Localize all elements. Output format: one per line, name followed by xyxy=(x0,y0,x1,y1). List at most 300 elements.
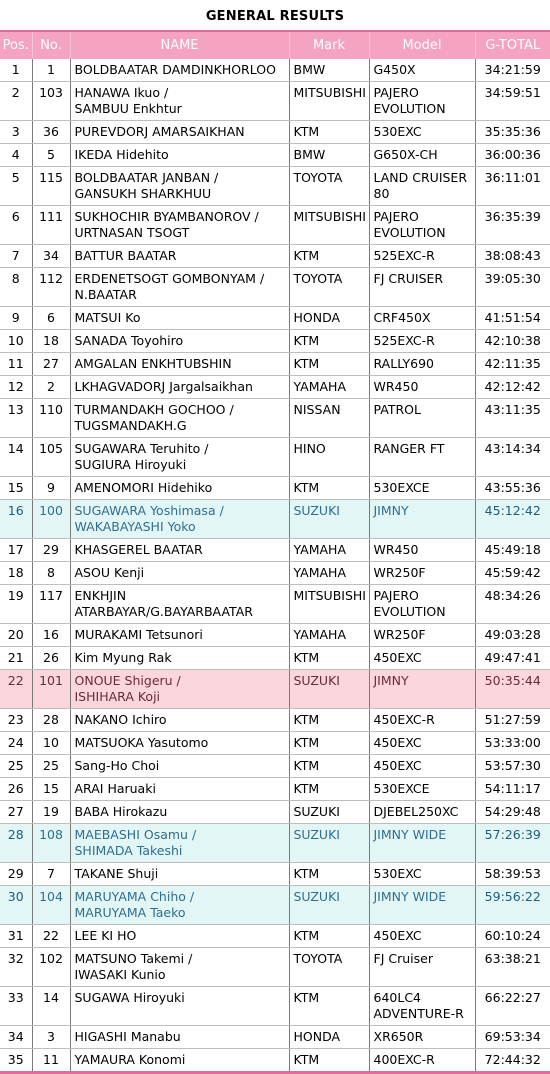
mark-cell-line: TOYOTA xyxy=(293,271,343,286)
number-cell: 110 xyxy=(32,399,70,438)
model-cell-line: RALLY690 xyxy=(373,356,434,371)
name-cell-line: MATSUNO Takemi / xyxy=(74,951,193,966)
pos-cell: 16 xyxy=(0,500,32,539)
name-cell-line: GANSUKH SHARKHUU xyxy=(74,186,212,201)
number-cell: 25 xyxy=(32,755,70,778)
number-cell: 34 xyxy=(32,245,70,268)
model-cell-line: 450EXC xyxy=(373,650,422,665)
number-cell: 36 xyxy=(32,121,70,144)
table-row xyxy=(0,477,550,500)
name-cell-line: BABA Hirokazu xyxy=(74,804,168,819)
table-row xyxy=(0,778,550,801)
name-cell-line: MATSUOKA Yasutomo xyxy=(74,735,209,750)
name-cell-line: HIGASHI Manabu xyxy=(74,1029,181,1044)
name-cell xyxy=(70,307,289,330)
mark-cell xyxy=(289,144,369,167)
table-row xyxy=(0,330,550,353)
model-cell xyxy=(369,245,475,268)
pos-cell: 24 xyxy=(0,732,32,755)
mark-cell-line: KTM xyxy=(293,781,320,796)
mark-cell xyxy=(289,709,369,732)
name-cell-line: MARUYAMA Chiho / xyxy=(74,889,195,904)
model-cell-line: DJEBEL250XC xyxy=(373,804,459,819)
g-total-cell: 36:00:36 xyxy=(475,144,550,167)
number-cell: 26 xyxy=(32,647,70,670)
number-cell: 11 xyxy=(32,1049,70,1073)
name-cell xyxy=(70,732,289,755)
mark-cell xyxy=(289,925,369,948)
table-row xyxy=(0,948,550,987)
name-cell xyxy=(70,948,289,987)
results-table-body xyxy=(0,59,550,1073)
number-cell: 7 xyxy=(32,863,70,886)
number-cell: 103 xyxy=(32,82,70,121)
name-cell-line: BOLDBAATAR DAMDINKHORLOO xyxy=(74,62,276,77)
mark-cell-line: YAMAHA xyxy=(293,565,347,580)
pos-cell: 21 xyxy=(0,647,32,670)
model-cell xyxy=(369,624,475,647)
name-cell-line: Sang-Ho Choi xyxy=(74,758,160,773)
table-row xyxy=(0,824,550,863)
model-cell xyxy=(369,1049,475,1073)
g-total-cell: 58:39:53 xyxy=(475,863,550,886)
model-cell xyxy=(369,121,475,144)
name-cell xyxy=(70,670,289,709)
number-cell: 28 xyxy=(32,709,70,732)
page-title: GENERAL RESULTS xyxy=(205,9,345,24)
g-total-cell: 49:47:41 xyxy=(475,647,550,670)
model-cell xyxy=(369,886,475,925)
table-row xyxy=(0,539,550,562)
model-cell-line: XR650R xyxy=(373,1029,424,1044)
model-cell-line: JIMNY WIDE xyxy=(373,827,447,842)
name-cell-line: PUREVDORJ AMARSAIKHAN xyxy=(74,124,245,139)
number-cell: 14 xyxy=(32,987,70,1026)
g-total-cell: 59:56:22 xyxy=(475,886,550,925)
g-total-cell: 34:21:59 xyxy=(475,59,550,82)
mark-cell-line: KTM xyxy=(293,758,320,773)
mark-cell xyxy=(289,755,369,778)
mark-cell-line: TOYOTA xyxy=(293,951,343,966)
model-cell-line: WR250F xyxy=(373,565,426,580)
mark-cell xyxy=(289,59,369,82)
pos-cell: 25 xyxy=(0,755,32,778)
model-cell-line: 450EXC xyxy=(373,758,422,773)
pos-cell: 23 xyxy=(0,709,32,732)
header-pos: Pos. xyxy=(0,31,32,59)
mark-cell xyxy=(289,778,369,801)
name-cell xyxy=(70,925,289,948)
table-row xyxy=(0,59,550,82)
number-cell: 102 xyxy=(32,948,70,987)
pos-cell: 28 xyxy=(0,824,32,863)
name-cell-line: ISHIHARA Koji xyxy=(74,689,161,704)
model-cell-line: 525EXC-R xyxy=(373,333,435,348)
model-cell-line: 450EXC xyxy=(373,735,422,750)
number-cell: 1 xyxy=(32,59,70,82)
model-cell-line: PAJERO xyxy=(373,85,419,100)
pos-cell: 8 xyxy=(0,268,32,307)
pos-cell: 20 xyxy=(0,624,32,647)
model-cell-line: ADVENTURE-R xyxy=(373,1006,464,1021)
name-cell xyxy=(70,624,289,647)
mark-cell xyxy=(289,500,369,539)
name-cell xyxy=(70,647,289,670)
g-total-cell: 36:11:01 xyxy=(475,167,550,206)
name-cell-line: ARAI Haruaki xyxy=(74,781,156,796)
number-cell: 15 xyxy=(32,778,70,801)
mark-cell-line: BMW xyxy=(293,147,326,162)
name-cell xyxy=(70,206,289,245)
g-total-cell: 41:51:54 xyxy=(475,307,550,330)
number-cell: 9 xyxy=(32,477,70,500)
model-cell-line: 525EXC-R xyxy=(373,248,435,263)
name-cell-line: IWASAKI Kunio xyxy=(74,967,166,982)
pos-cell: 18 xyxy=(0,562,32,585)
pos-cell: 11 xyxy=(0,353,32,376)
pos-cell: 35 xyxy=(0,1049,32,1073)
pos-cell: 14 xyxy=(0,438,32,477)
pos-cell: 15 xyxy=(0,477,32,500)
model-cell xyxy=(369,353,475,376)
mark-cell-line: SUZUKI xyxy=(293,673,340,688)
mark-cell xyxy=(289,585,369,624)
mark-cell xyxy=(289,268,369,307)
model-cell xyxy=(369,925,475,948)
name-cell xyxy=(70,778,289,801)
model-cell xyxy=(369,824,475,863)
mark-cell xyxy=(289,647,369,670)
model-cell-line: 530EXCE xyxy=(373,480,430,495)
g-total-cell: 53:33:00 xyxy=(475,732,550,755)
model-cell xyxy=(369,1026,475,1049)
header-model: Model xyxy=(369,31,475,59)
model-cell-line: FJ Cruiser xyxy=(373,951,433,966)
table-row xyxy=(0,987,550,1026)
number-cell: 6 xyxy=(32,307,70,330)
pos-cell: 5 xyxy=(0,167,32,206)
model-cell xyxy=(369,477,475,500)
mark-cell-line: HONDA xyxy=(293,310,341,325)
g-total-cell: 60:10:24 xyxy=(475,925,550,948)
pos-cell: 1 xyxy=(0,59,32,82)
mark-cell-line: SUZUKI xyxy=(293,804,340,819)
name-cell xyxy=(70,59,289,82)
number-cell: 16 xyxy=(32,624,70,647)
name-cell-line: SANADA Toyohiro xyxy=(74,333,184,348)
pos-cell: 4 xyxy=(0,144,32,167)
g-total-cell: 53:57:30 xyxy=(475,755,550,778)
table-row xyxy=(0,206,550,245)
results-table xyxy=(0,30,550,1074)
table-row xyxy=(0,167,550,206)
mark-cell-line: KTM xyxy=(293,124,320,139)
mark-cell xyxy=(289,539,369,562)
name-cell xyxy=(70,1049,289,1073)
name-cell xyxy=(70,268,289,307)
name-cell xyxy=(70,438,289,477)
table-row xyxy=(0,121,550,144)
mark-cell-line: KTM xyxy=(293,248,320,263)
table-row xyxy=(0,1049,550,1073)
name-cell-line: Kim Myung Rak xyxy=(74,650,172,665)
model-cell-line: RANGER FT xyxy=(373,441,445,456)
g-total-cell: 72:44:32 xyxy=(475,1049,550,1073)
mark-cell xyxy=(289,121,369,144)
mark-cell-line: TOYOTA xyxy=(293,170,343,185)
name-cell xyxy=(70,121,289,144)
g-total-cell: 54:11:17 xyxy=(475,778,550,801)
number-cell: 18 xyxy=(32,330,70,353)
mark-cell xyxy=(289,948,369,987)
model-cell xyxy=(369,438,475,477)
table-row xyxy=(0,376,550,399)
model-cell-line: JIMNY xyxy=(373,503,409,518)
mark-cell-line: MITSUBISHI xyxy=(293,588,366,603)
model-cell xyxy=(369,948,475,987)
name-cell xyxy=(70,144,289,167)
number-cell: 3 xyxy=(32,1026,70,1049)
model-cell-line: G650X-CH xyxy=(373,147,438,162)
model-cell-line: PAJERO xyxy=(373,209,419,224)
name-cell-line: KHASGEREL BAATAR xyxy=(74,542,203,557)
mark-cell-line: SUZUKI xyxy=(293,889,340,904)
model-cell-line: 450EXC-R xyxy=(373,712,435,727)
mark-cell xyxy=(289,801,369,824)
pos-cell: 6 xyxy=(0,206,32,245)
number-cell: 29 xyxy=(32,539,70,562)
model-cell xyxy=(369,268,475,307)
pos-cell: 9 xyxy=(0,307,32,330)
pos-cell: 19 xyxy=(0,585,32,624)
name-cell-line: ERDENETSOGT GOMBONYAM / xyxy=(74,271,265,286)
table-row xyxy=(0,863,550,886)
name-cell xyxy=(70,755,289,778)
name-cell-line: SAMBUU Enkhtur xyxy=(74,101,182,116)
table-row xyxy=(0,438,550,477)
name-cell-line: ASOU Kenji xyxy=(74,565,145,580)
mark-cell xyxy=(289,167,369,206)
mark-cell xyxy=(289,670,369,709)
g-total-cell: 66:22:27 xyxy=(475,987,550,1026)
g-total-cell: 57:26:39 xyxy=(475,824,550,863)
pos-cell: 22 xyxy=(0,670,32,709)
table-row xyxy=(0,755,550,778)
model-cell xyxy=(369,500,475,539)
mark-cell-line: HONDA xyxy=(293,1029,341,1044)
model-cell xyxy=(369,206,475,245)
mark-cell-line: YAMAHA xyxy=(293,542,347,557)
table-row xyxy=(0,585,550,624)
table-row xyxy=(0,353,550,376)
mark-cell-line: KTM xyxy=(293,990,320,1005)
name-cell-line: BATTUR BAATAR xyxy=(74,248,177,263)
name-cell xyxy=(70,987,289,1026)
number-cell: 100 xyxy=(32,500,70,539)
g-total-cell: 43:14:34 xyxy=(475,438,550,477)
mark-cell-line: MITSUBISHI xyxy=(293,85,366,100)
model-cell xyxy=(369,144,475,167)
name-cell-line: SHIMADA Takeshi xyxy=(74,843,183,858)
mark-cell-line: HINO xyxy=(293,441,326,456)
model-cell-line: EVOLUTION xyxy=(373,101,446,116)
mark-cell-line: KTM xyxy=(293,712,320,727)
mark-cell-line: KTM xyxy=(293,928,320,943)
name-cell xyxy=(70,562,289,585)
g-total-cell: 45:49:18 xyxy=(475,539,550,562)
mark-cell xyxy=(289,562,369,585)
name-cell-line: N.BAATAR xyxy=(74,287,137,302)
model-cell-line: 530EXCE xyxy=(373,781,430,796)
model-cell-line: CRF450X xyxy=(373,310,431,325)
model-cell-line: WR450 xyxy=(373,542,419,557)
number-cell: 27 xyxy=(32,353,70,376)
g-total-cell: 38:08:43 xyxy=(475,245,550,268)
model-cell xyxy=(369,755,475,778)
g-total-cell: 36:35:39 xyxy=(475,206,550,245)
number-cell: 101 xyxy=(32,670,70,709)
name-cell-line: YAMAURA Konomi xyxy=(74,1052,186,1067)
model-cell xyxy=(369,709,475,732)
name-cell xyxy=(70,709,289,732)
model-cell xyxy=(369,562,475,585)
number-cell: 5 xyxy=(32,144,70,167)
model-cell xyxy=(369,647,475,670)
mark-cell-line: SUZUKI xyxy=(293,503,340,518)
name-cell xyxy=(70,330,289,353)
header-mark: Mark xyxy=(289,31,369,59)
table-row xyxy=(0,647,550,670)
model-cell-line: WR450 xyxy=(373,379,419,394)
name-cell xyxy=(70,863,289,886)
model-cell-line: PATROL xyxy=(373,402,421,417)
name-cell xyxy=(70,353,289,376)
model-cell-line: JIMNY xyxy=(373,673,409,688)
g-total-cell: 49:03:28 xyxy=(475,624,550,647)
name-cell xyxy=(70,824,289,863)
name-cell xyxy=(70,539,289,562)
name-cell xyxy=(70,801,289,824)
mark-cell-line: BMW xyxy=(293,62,326,77)
mark-cell xyxy=(289,1049,369,1073)
name-cell-line: MURAKAMI Tetsunori xyxy=(74,627,203,642)
mark-cell-line: YAMAHA xyxy=(293,627,347,642)
name-cell xyxy=(70,1026,289,1049)
name-cell-line: TURMANDAKH GOCHOO / xyxy=(74,402,234,417)
mark-cell xyxy=(289,863,369,886)
table-row xyxy=(0,1026,550,1049)
mark-cell xyxy=(289,376,369,399)
name-cell-line: URTNASAN TSOGT xyxy=(74,225,190,240)
table-row xyxy=(0,886,550,925)
mark-cell xyxy=(289,1026,369,1049)
pos-cell: 30 xyxy=(0,886,32,925)
g-total-cell: 42:11:35 xyxy=(475,353,550,376)
model-cell xyxy=(369,167,475,206)
model-cell-line: JIMNY WIDE xyxy=(373,889,447,904)
mark-cell-line: MITSUBISHI xyxy=(293,209,366,224)
name-cell-line: BOLDBAATAR JANBAN / xyxy=(74,170,219,185)
pos-cell: 10 xyxy=(0,330,32,353)
table-row xyxy=(0,268,550,307)
name-cell-line: AMENOMORI Hidehiko xyxy=(74,480,213,495)
mark-cell-line: KTM xyxy=(293,866,320,881)
name-cell xyxy=(70,82,289,121)
number-cell: 19 xyxy=(32,801,70,824)
header-name: NAME xyxy=(70,31,289,59)
pos-cell: 17 xyxy=(0,539,32,562)
g-total-cell: 63:38:21 xyxy=(475,948,550,987)
model-cell xyxy=(369,376,475,399)
pos-cell: 13 xyxy=(0,399,32,438)
g-total-cell: 42:10:38 xyxy=(475,330,550,353)
name-cell-line: ENKHJIN xyxy=(74,588,127,603)
name-cell-line: IKEDA Hidehito xyxy=(74,147,169,162)
name-cell xyxy=(70,585,289,624)
number-cell: 105 xyxy=(32,438,70,477)
table-row xyxy=(0,624,550,647)
number-cell: 115 xyxy=(32,167,70,206)
table-row xyxy=(0,670,550,709)
header-g-total: G-TOTAL xyxy=(475,31,550,59)
model-cell xyxy=(369,585,475,624)
model-cell-line: EVOLUTION xyxy=(373,604,446,619)
header-no: No. xyxy=(32,31,70,59)
g-total-cell: 34:59:51 xyxy=(475,82,550,121)
mark-cell xyxy=(289,624,369,647)
name-cell-line: SUGIURA Hiroyuki xyxy=(74,457,187,472)
table-row xyxy=(0,307,550,330)
mark-cell xyxy=(289,438,369,477)
model-cell xyxy=(369,82,475,121)
name-cell-line: SUGAWA Hiroyuki xyxy=(74,990,185,1005)
number-cell: 112 xyxy=(32,268,70,307)
name-cell-line: MATSUI Ko xyxy=(74,310,141,325)
results-table-header xyxy=(0,31,550,59)
name-cell xyxy=(70,399,289,438)
model-cell xyxy=(369,863,475,886)
name-cell xyxy=(70,167,289,206)
name-cell-line: TUGSMANDAKH.G xyxy=(74,418,187,433)
table-row xyxy=(0,925,550,948)
g-total-cell: 54:29:48 xyxy=(475,801,550,824)
g-total-cell: 45:12:42 xyxy=(475,500,550,539)
g-total-cell: 43:11:35 xyxy=(475,399,550,438)
name-cell-line: LEE KI HO xyxy=(74,928,137,943)
name-cell-line: SUGAWARA Teruhito / xyxy=(74,441,209,456)
table-row xyxy=(0,82,550,121)
name-cell-line: MAEBASHI Osamu / xyxy=(74,827,197,842)
mark-cell-line: NISSAN xyxy=(293,402,341,417)
mark-cell xyxy=(289,987,369,1026)
model-cell-line: LAND CRUISER xyxy=(373,170,468,185)
name-cell-line: HANAWA Ikuo / xyxy=(74,85,169,100)
mark-cell-line: KTM xyxy=(293,356,320,371)
number-cell: 111 xyxy=(32,206,70,245)
model-cell-line: 80 xyxy=(373,186,390,201)
number-cell: 104 xyxy=(32,886,70,925)
model-cell-line: 640LC4 xyxy=(373,990,422,1005)
name-cell xyxy=(70,500,289,539)
mark-cell xyxy=(289,330,369,353)
g-total-cell: 43:55:36 xyxy=(475,477,550,500)
pos-cell: 27 xyxy=(0,801,32,824)
model-cell-line: G450X xyxy=(373,62,416,77)
model-cell xyxy=(369,987,475,1026)
table-row xyxy=(0,245,550,268)
mark-cell xyxy=(289,732,369,755)
g-total-cell: 42:12:42 xyxy=(475,376,550,399)
